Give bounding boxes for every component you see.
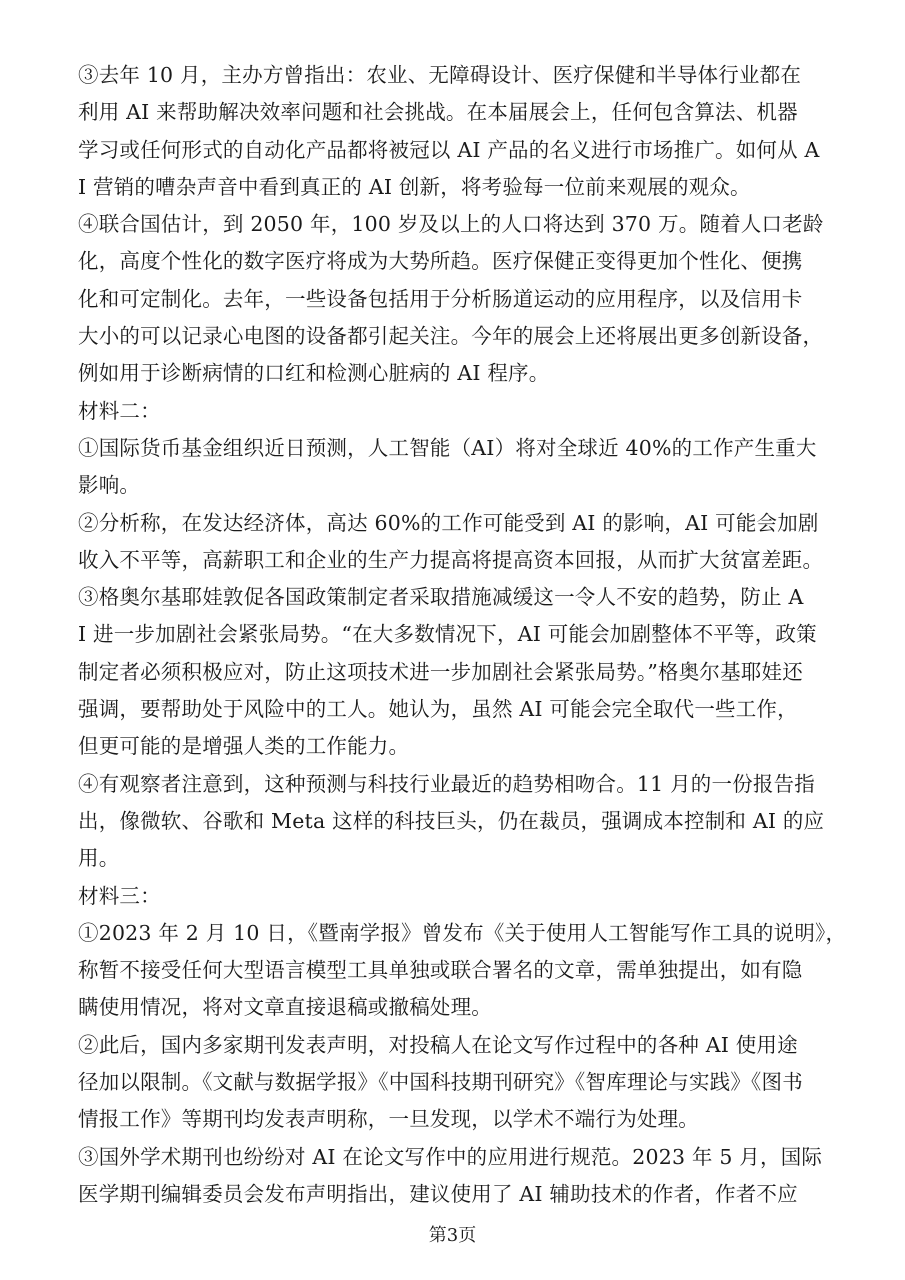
text-line: 制定者必须积极应对，防止这项技术进一步加剧社会紧张局势。”格奥尔基耶娃还 [78, 659, 803, 684]
text-line: 称暂不接受任何大型语言模型工具单独或联合署名的文章，需单独提出，如有隐 [78, 958, 803, 983]
text-line: 出，像微软、谷歌和 Meta 这样的科技巨头，仍在裁员，强调成本控制和 AI 的应 [78, 808, 825, 833]
text-line: 强调，要帮助处于风险中的工人。她认为，虽然 AI 可能会完全取代一些工作， [78, 697, 798, 722]
text-line: 情报工作》等期刊均发表声明称，一旦发现，以学术不端行为处理。 [78, 1107, 699, 1132]
text-line: 例如用于诊断病情的口红和检测心脏病的 AI 程序。 [78, 361, 550, 386]
text-line: 利用 AI 来帮助解决效率问题和社会挑战。在本届展会上，任何包含算法、机器 [78, 100, 798, 125]
section-heading: 材料三： [78, 883, 161, 908]
text-line: I 进一步加剧社会紧张局势。“在大多数情况下，AI 可能会加剧整体不平等，政策 [78, 622, 817, 647]
text-line: 但更可能的是增强人类的工作能力。 [78, 734, 410, 759]
text-line: 学习或任何形式的自动化产品都将被冠以 AI 产品的名义进行市场推广。如何从 A [78, 137, 820, 162]
text-line: 径加以限制。《文献与数据学报》《中国科技期刊研究》《智库理论与实践》《图书 [78, 1070, 803, 1095]
text-line: ②此后，国内多家期刊发表声明，对投稿人在论文写作过程中的各种 AI 使用途 [78, 1032, 798, 1057]
text-line: 用。 [78, 846, 120, 871]
text-line: 大小的可以记录心电图的设备都引起关注。今年的展会上还将展出更多创新设备， [78, 324, 824, 349]
text-line: I 营销的嘈杂声音中看到真正的 AI 创新，将考验每一位前来观展的观众。 [78, 174, 751, 199]
text-line: 收入不平等，高薪职工和企业的生产力提高将提高资本回报，从而扩大贫富差距。 [78, 547, 824, 572]
text-line: 化，高度个性化的数字医疗将成为大势所趋。医疗保健正变得更加个性化、便携 [78, 249, 803, 274]
text-line: ①2023 年 2 月 10 日，《暨南学报》曾发布《关于使用人工智能写作工具的说明》， [78, 920, 847, 945]
section-heading: 材料二： [78, 398, 161, 423]
text-line: ②分析称，在发达经济体，高达 60%的工作可能受到 AI 的影响，AI 可能会加剧 [78, 510, 819, 535]
text-line: 医学期刊编辑委员会发布声明指出，建议使用了 AI 辅助技术的作者，作者不应 [78, 1181, 798, 1206]
text-line: ③去年 10 月，主办方曾指出：农业、无障碍设计、医疗保健和半导体行业都在 [78, 63, 802, 87]
page-number: 第3页 [428, 1225, 477, 1246]
text-line: 影响。 [78, 473, 141, 498]
text-line: ④有观察者注意到，这种预测与科技行业最近的趋势相吻合。11 月的一份报告指 [78, 771, 815, 796]
text-line: ④联合国估计，到 2050 年，100 岁及以上的人口将达到 370 万。随着人口老龄 [78, 212, 824, 237]
text-line: ③国外学术期刊也纷纷对 AI 在论文写作中的应用进行规范。2023 年 5 月，国际 [78, 1144, 823, 1169]
text-line: ①国际货币基金组织近日预测，人工智能（AI）将对全球近 40%的工作产生重大 [78, 435, 817, 460]
body-text [78, 57, 853, 1213]
text-line: ③格奥尔基耶娃敦促各国政策制定者采取措施减缓这一令人不安的趋势，防止 A [78, 585, 804, 610]
text-line: 瞒使用情况，将对文章直接退稿或撤稿处理。 [78, 995, 492, 1020]
text-line: 化和可定制化。去年，一些设备包括用于分析肠道运动的应用程序，以及信用卡 [78, 286, 803, 311]
